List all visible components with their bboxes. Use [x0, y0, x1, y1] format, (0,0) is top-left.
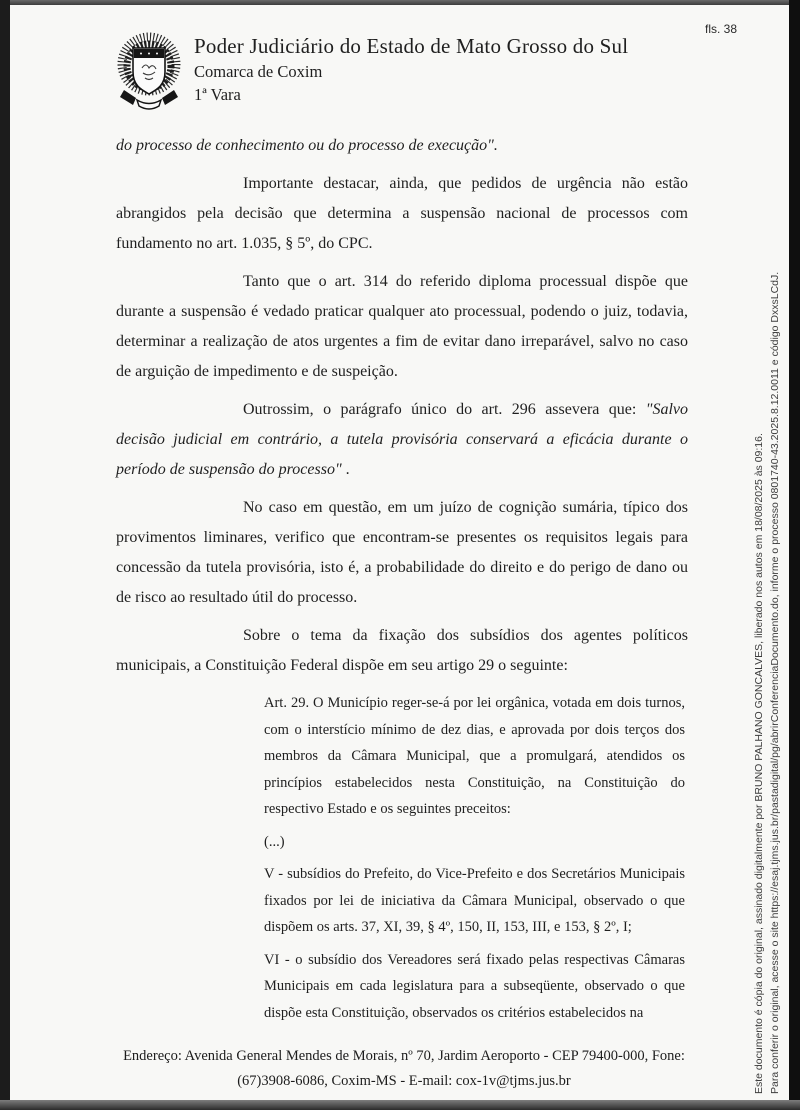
footer-address-line2: (67)3908-6086, Coxim-MS - E-mail: cox-1v@tjms.jus.br	[237, 1073, 571, 1089]
folio-number-label: fls. 38	[705, 22, 738, 36]
block-quote-ellipsis: (...)	[264, 833, 285, 850]
block-quote-art29: Art. 29. O Município reger-se-á por lei orgânica, votada em dois turnos, com o interstício mínimo de dez dias, e aprovada por dois terços dos membros da Câmara Municipal, que a promulgará, atendidos os princípios estabelecidos nesta Constituição, na Constituição do respectivo Estado e os seguintes preceitos:	[264, 695, 685, 817]
scan-border-right	[789, 0, 800, 1110]
paragraph: Sobre o tema da fixação dos subsídios dos agentes políticos municipais, a Constituição Federal dispõe em seu artigo 29 o seguinte:	[116, 627, 688, 674]
paragraph-trail-text: .	[341, 461, 350, 478]
signature-strip-line1: Este documento é cópia do original, assinado digitalmente por BRUNO PALHANO GONCALVES, liberado nos autos em 18/08/2025 às 09:16.	[753, 433, 765, 1094]
continuation-italic-text: do processo de conhecimento ou do processo de execução".	[116, 137, 498, 154]
paragraph-continuation	[116, 131, 688, 161]
paragraph: Tanto que o art. 314 do referido diploma processual dispõe que durante a suspensão é vedado praticar qualquer ato processual, podendo o juiz, todavia, determinar a realização de atos urgentes a fim de evitar dano irreparável, salvo no caso de arguição de impedimento e de suspeição.	[116, 273, 688, 380]
scan-border-top	[0, 0, 800, 5]
paragraph: No caso em questão, em um juízo de cognição sumária, típico dos provimentos liminares, verifico que encontram-se presentes os requisitos legais para concessão da tutela provisória, isto é, a probabilidade do direito e do perigo de dano ou de risco ao resultado útil do processo.	[116, 499, 688, 606]
paragraph: Importante destacar, ainda, que pedidos de urgência não estão abrangidos pela decisão que determina a suspensão nacional de processos com fundamento no art. 1.035, § 5º, do CPC.	[116, 175, 688, 252]
inline-citation-italic: "Salvo decisão judicial em contrário, a tutela provisória conservará a eficácia durante o período de suspensão do processo"	[116, 401, 688, 478]
page-title: Poder Judiciário do Estado de Mato Grosso do Sul	[194, 34, 629, 58]
footer-address-line1: Endereço: Avenida General Mendes de Morais, nº 70, Jardim Aeroporto - CEP 79400-000, Fone:	[123, 1048, 685, 1064]
comarca-subtitle: Comarca de Coxim	[194, 62, 323, 81]
block-quote-inciso-v: V - subsídios do Prefeito, do Vice-Prefeito e dos Secretários Municipais fixados por lei de iniciativa da Câmara Municipal, observado o que dispõem os arts. 37, XI, 39, § 4º, 150, II, 153, III, e 153, § 2º, I;	[264, 866, 685, 935]
court-seal-icon	[112, 30, 186, 114]
scan-border-bottom	[0, 1100, 800, 1110]
block-quote-inciso-vi: VI - o subsídio dos Vereadores será fixado pelas respectivas Câmaras Municipais em cada legislatura para a subseqüente, observado o que dispõe esta Constituição, observados os critérios estabelecidos na	[264, 951, 685, 1021]
document-header	[194, 34, 628, 105]
footer-address	[104, 1044, 704, 1094]
paragraph-lead-text: Outrossim, o parágrafo único do art. 296 assevera que:	[243, 401, 646, 418]
signature-strip-line2: Para conferir o original, acesse o site https://esaj.tjms.jus.br/pastadigital/pg/abrirConferenciaDocumento.do, informe o processo 0801740-43.2025.8.12.0011 e código DxxsLCdJ.	[768, 271, 781, 1094]
paragraph-with-quote	[116, 395, 688, 485]
vara-subtitle: 1ª Vara	[194, 85, 241, 104]
document-body	[116, 131, 688, 1026]
digital-signature-strip	[752, 42, 783, 1094]
scan-border-left	[0, 0, 10, 1110]
